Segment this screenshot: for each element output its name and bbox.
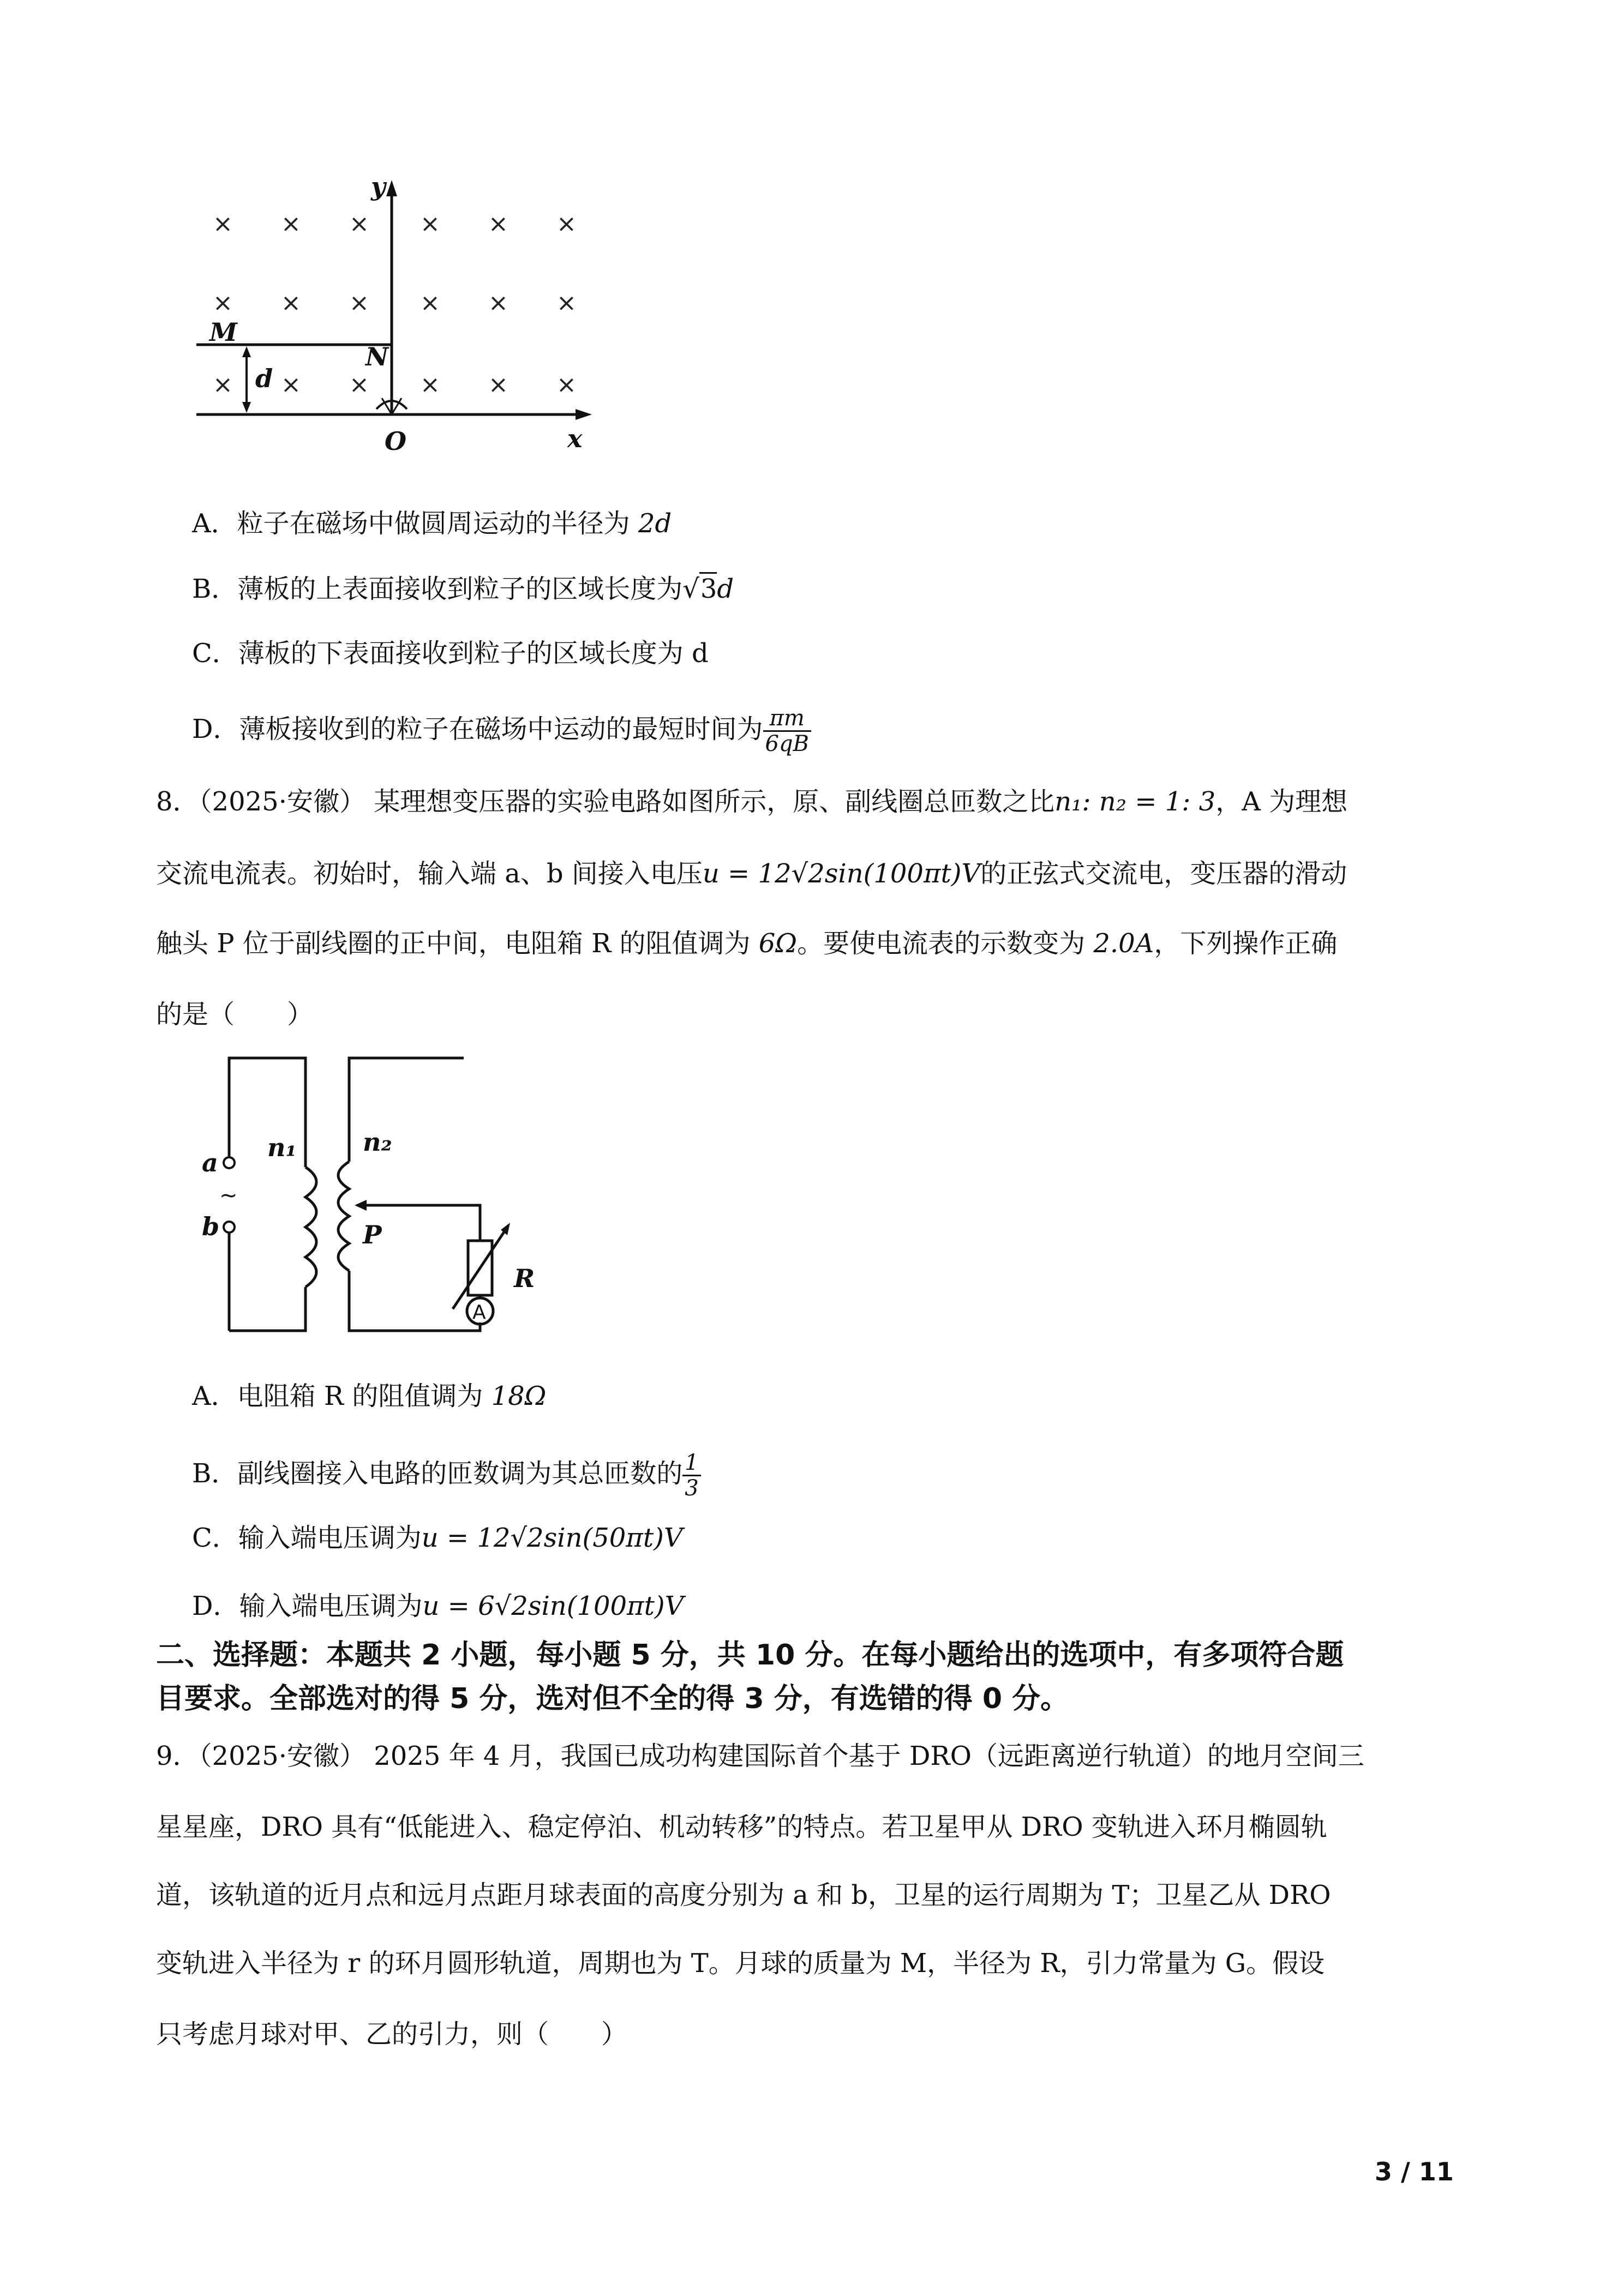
cross-mark: × — [213, 289, 233, 317]
label-R: R — [514, 1264, 535, 1293]
q7-option-c: C．薄板的下表面接收到粒子的区域长度为 d — [192, 638, 709, 669]
q8-option-b: B．副线圈接入电路的匝数调为其总匝数的 $\frac{1}{3}$ — [192, 1451, 701, 1500]
cross-mark: × — [556, 289, 577, 317]
q8-option-d: D．输入端电压调为u = 6√2sin(100πt)V — [192, 1591, 684, 1621]
cross-mark: × — [420, 289, 440, 317]
cross-mark: × — [281, 289, 301, 317]
cross-mark: × — [349, 289, 369, 317]
label-P: P — [363, 1220, 382, 1249]
label-b: b — [202, 1212, 220, 1241]
label-tilde: ~ — [219, 1183, 238, 1208]
q9-line-2: 星星座，DRO 具有“低能进入、稳定停泊、机动转移”的特点。若卫星甲从 DRO 变轨进入环月椭圆轨 — [156, 1812, 1327, 1842]
cross-mark: × — [556, 210, 577, 238]
cross-mark: × — [281, 371, 301, 399]
magnetic-field-figure — [185, 175, 611, 458]
label-d: d — [255, 364, 273, 393]
cross-mark: × — [488, 289, 508, 317]
section-2-heading-line-2: 目要求。全部选对的得 5 分，选对但不全的得 3 分，有选错的得 0 分。 — [156, 1682, 1069, 1715]
q7-option-b: B．薄板的上表面接收到粒子的区域长度为√3d — [192, 573, 734, 605]
cross-mark: × — [556, 371, 577, 399]
q9-line-5: 只考虑月球对甲、乙的引力，则（ ） — [156, 2019, 628, 2049]
cross-mark: × — [488, 210, 508, 238]
label-M: M — [209, 317, 237, 347]
q9-line-1: 9．（2025·安徽） 2025 年 4 月，我国已成功构建国际首个基于 DRO（远距离逆行轨道）的地月空间三 — [156, 1741, 1364, 1771]
q8-line-3: 触头 P 位于副线圈的正中间，电阻箱 R 的阻值调为 6Ω。要使电流表的示数变为 2.0A，下列操作正确 — [156, 928, 1338, 959]
cross-mark: × — [213, 371, 233, 399]
label-n2: n₂ — [363, 1127, 392, 1157]
cross-mark: × — [488, 371, 508, 399]
section-2-heading-line-1: 二、选择题：本题共 2 小题，每小题 5 分，共 10 分。在每小题给出的选项中，有多项符合题 — [156, 1639, 1344, 1672]
q8-option-a: A．电阻箱 R 的阻值调为 18Ω — [192, 1381, 547, 1411]
page-number: 3 / 11 — [1375, 2157, 1454, 2186]
label-x: x — [567, 424, 583, 453]
label-n1: n₁ — [267, 1133, 297, 1162]
transformer-circuit-figure — [196, 1047, 578, 1353]
cross-mark: × — [420, 210, 440, 238]
cross-mark: × — [213, 210, 233, 238]
label-O: O — [385, 426, 407, 456]
q8-line-2: 交流电流表。初始时，输入端 a、b 间接入电压u = 12√2sin(100πt)V的正弦式交流电，变压器的滑动 — [156, 858, 1347, 889]
q7-option-d: D．薄板接收到的粒子在磁场中运动的最短时间为 $\frac{\pi m}{6qB}$ — [192, 706, 811, 756]
q8-line-4: 的是（ ） — [156, 999, 314, 1030]
cross-mark: × — [281, 210, 301, 238]
cross-mark: × — [349, 371, 369, 399]
label-a: a — [202, 1148, 218, 1177]
q9-line-4: 变轨进入半径为 r 的环月圆形轨道，周期也为 T。月球的质量为 M，半径为 R，引力常量为 G。假设 — [156, 1948, 1325, 1979]
q7-option-a: A．粒子在磁场中做圆周运动的半径为 2d — [192, 508, 672, 539]
label-y: y — [371, 175, 386, 201]
label-N: N — [365, 342, 389, 371]
cross-mark: × — [349, 210, 369, 238]
ammeter-label: A — [472, 1301, 486, 1324]
q8-option-c: C．输入端电压调为u = 12√2sin(50πt)V — [192, 1523, 683, 1553]
cross-mark: × — [420, 371, 440, 399]
q8-line-1: 8．（2025·安徽） 某理想变压器的实验电路如图所示，原、副线圈总匝数之比n₁: n₂ = 1: 3，A 为理想 — [156, 786, 1348, 817]
q9-line-3: 道，该轨道的近月点和远月点距月球表面的高度分别为 a 和 b，卫星的运行周期为 T；卫星乙从 DRO — [156, 1880, 1331, 1910]
